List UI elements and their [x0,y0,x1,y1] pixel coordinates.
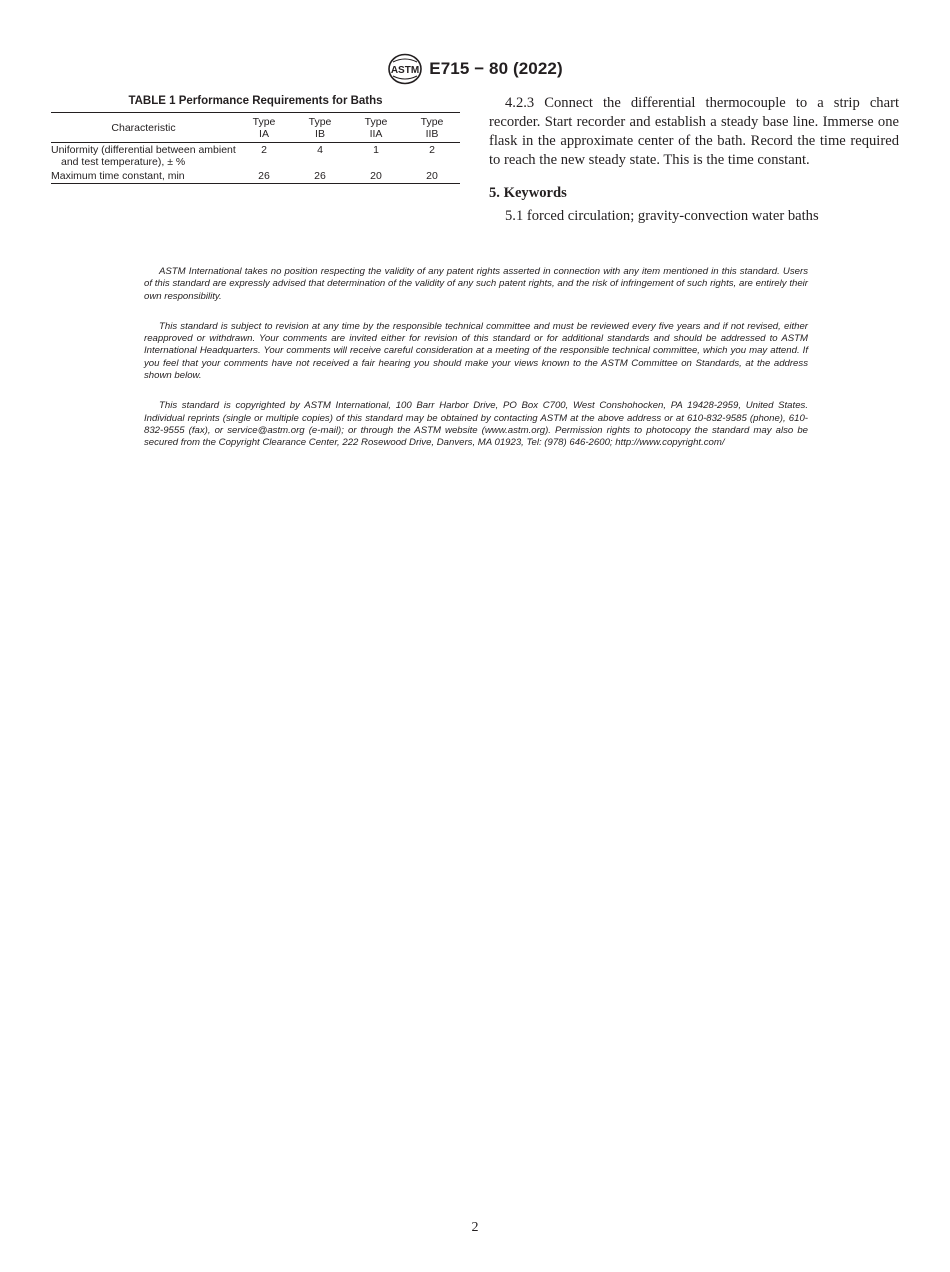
svg-text:ASTM: ASTM [391,65,420,76]
table-cell: 20 [426,170,438,182]
table-cell: 2 [261,144,267,156]
right-column [489,94,899,226]
column-header-type-iib: Type IIB [420,116,444,140]
performance-table-block [51,95,460,184]
table-cell: 2 [429,144,435,156]
table-row [51,143,460,170]
table-cell: 26 [314,170,326,182]
table-header-row [51,113,460,143]
paragraph-5-1: 5.1 forced circulation; gravity-convection water baths [505,208,819,224]
table-cell: 1 [373,144,379,156]
page-header [0,52,950,86]
table-title: TABLE 1 Performance Requirements for Baths [128,95,383,107]
table-cell: 4 [317,144,323,156]
standard-designation: E715 − 80 (2022) [429,59,563,78]
row-characteristic: Uniformity (differential between ambient and test temperature), ± % [51,144,236,168]
column-header-characteristic: Characteristic [111,122,176,134]
section-heading-keywords: 5. Keywords [489,185,567,201]
column-header-type-ia: Type IA [252,116,276,140]
table-cell: 26 [258,170,270,182]
table-row [51,169,460,184]
column-header-type-iia: Type IIA [364,116,388,140]
notice-copyright: This standard is copyrighted by ASTM International, 100 Barr Harbor Drive, PO Box C700, West Conshohocken, PA 19428-2959, United States. Individual reprints (single or multiple copies) of this standard may be obtained by contacting ASTM at the above address or at 610-832-9585 (phone), 610-832-9555 (fax), or service@astm.org (e-mail); or through the ASTM website (www.astm.org). Permission rights to photocopy the standard may also be secured from the Copyright Clearance Center, 222 Rosewood Drive, Danvers, MA 01923, Tel: (978) 646-2600; http://www.copyright.com/ [144,400,808,449]
table-cell: 20 [370,170,382,182]
column-header-type-ib: Type IB [308,116,332,140]
legal-notices [144,266,808,468]
paragraph-4-2-3: 4.2.3 Connect the differential thermocouple to a strip chart recorder. Start recorder and establish a steady base line. Immerse one flask in the approximate center of the bath. Record the time required to reach the new steady state. This is the time constant. [489,95,899,168]
astm-logo-icon [387,53,423,85]
row-characteristic: Maximum time constant, min [51,170,185,182]
page-number: 2 [471,1220,479,1235]
notice-patent: ASTM International takes no position respecting the validity of any patent rights asserted in connection with any item mentioned in this standard. Users of this standard are expressly advised that determination of the validity of any such patent rights, and the risk of infringement of such rights, are entirely their own responsibility. [144,266,808,302]
performance-table [51,112,460,184]
notice-revision: This standard is subject to revision at any time by the responsible technical committee and must be reviewed every five years and if not revised, either reapproved or withdrawn. Your comments are invited either for revision of this standard or for additional standards and should be addressed to ASTM International Headquarters. Your comments will receive careful consideration at a meeting of the responsible technical committee, which you may attend. If you feel that your comments have not received a fair hearing you should make your views known to the ASTM Committee on Standards, at the address shown below. [144,320,808,382]
